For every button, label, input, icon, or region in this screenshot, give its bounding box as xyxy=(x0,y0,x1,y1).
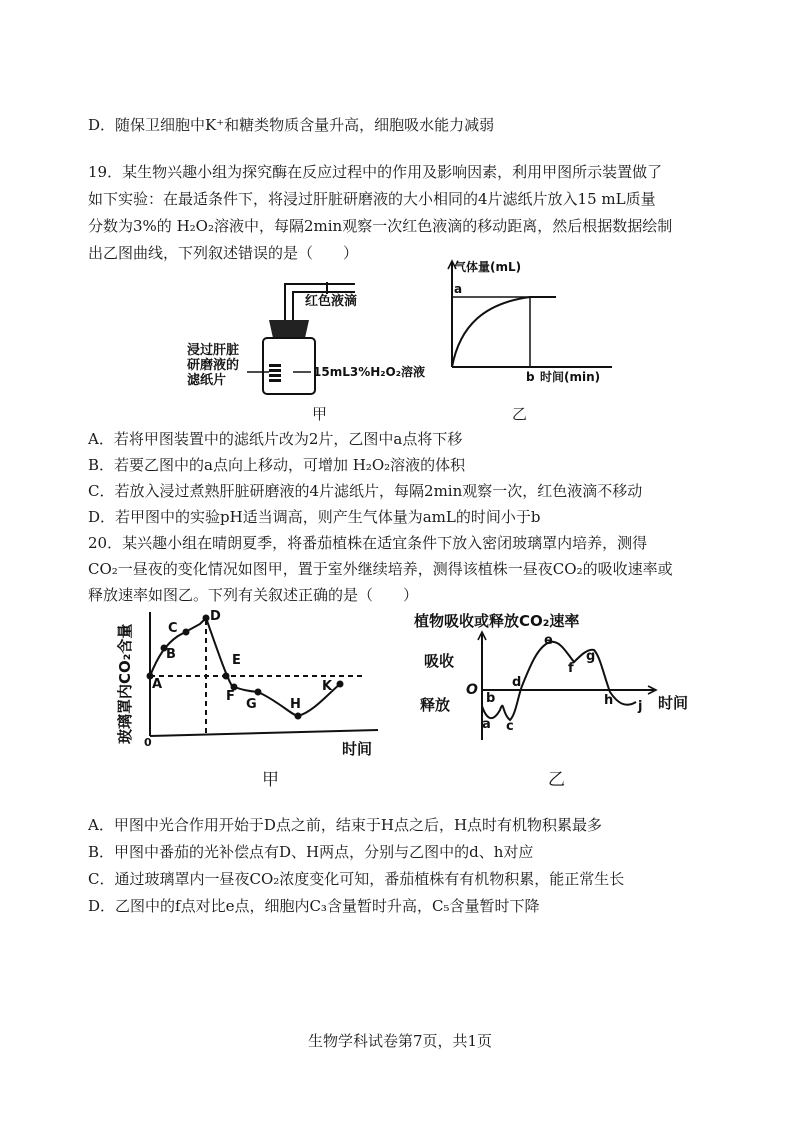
q20-yi-title: 植物吸收或释放CO₂速率 xyxy=(414,612,580,630)
q20-jia-x-label: 时间 xyxy=(342,740,373,758)
q19-option-a: A．若将甲图装置中的滤纸片改为2片，乙图中a点将下移 xyxy=(88,430,463,448)
point-G: G xyxy=(246,697,257,712)
q20-stem-line-1: 20．某兴趣小组在晴朗夏季，将番茄植株在适宜条件下放入密闭玻璃罩内培养，测得 xyxy=(88,534,648,552)
q20-yi-x-label: 时间 xyxy=(658,694,689,712)
q20-jia-origin: 0 xyxy=(144,736,152,749)
point-f: f xyxy=(568,661,574,676)
point-b-label: b xyxy=(526,370,535,384)
red-drop-label: 红色液滴 xyxy=(305,294,358,309)
q20-figure-yi xyxy=(410,606,700,756)
page-footer: 生物学科试卷第7页，共1页 xyxy=(307,1032,493,1050)
q20-option-b: B．甲图中番茄的光补偿点有D、H两点，分别与乙图中的d、h对应 xyxy=(88,843,534,861)
release-label: 释放 xyxy=(420,696,451,714)
absorb-label: 吸收 xyxy=(424,652,455,670)
q20-jia-y-label: 玻璃罩内CO₂含量 xyxy=(116,623,134,744)
solution-label: 15mL3%H₂O₂溶液 xyxy=(313,365,425,379)
q20-caption-jia: 甲 xyxy=(262,770,279,790)
q20-option-c: C．通过玻璃罩内一昼夜CO₂浓度变化可知，番茄植株有有机物积累，能正常生长 xyxy=(88,870,625,888)
q19-option-c: C．若放入浸过煮熟肝脏研磨液的4片滤纸片，每隔2min观察一次，红色液滴不移动 xyxy=(88,482,643,500)
q20-figure-jia xyxy=(108,606,398,766)
q19-figure-yi xyxy=(440,255,620,395)
co2-curve xyxy=(150,618,340,716)
paper-label-2: 研磨液的 xyxy=(187,358,240,373)
q19-caption-jia: 甲 xyxy=(312,405,328,423)
q20-stem-line-3: 释放速率如图乙。下列有关叙述正确的是（ ） xyxy=(88,586,419,604)
point-C: C xyxy=(168,621,178,636)
point-b: b xyxy=(486,691,496,706)
point-h: h xyxy=(604,693,614,708)
point-D: D xyxy=(210,609,221,624)
rubber-stopper xyxy=(269,320,309,338)
q20-option-a: A．甲图中光合作用开始于D点之前，结束于H点之后，H点时有机物积累最多 xyxy=(88,816,603,834)
point-H: H xyxy=(290,697,301,712)
paper-label-1: 浸过肝脏 xyxy=(187,343,240,358)
point-j: j xyxy=(638,699,643,714)
q20-caption-yi: 乙 xyxy=(548,770,565,790)
point-B: B xyxy=(166,647,176,662)
q19-stem-line-3: 分数为3%的 H₂O₂溶液中，每隔2min观察一次红色液滴的移动距离，然后根据数据绘制 xyxy=(88,217,673,235)
paper-label-3: 滤纸片 xyxy=(187,373,227,388)
point-e: e xyxy=(544,633,553,648)
point-c: c xyxy=(506,719,514,734)
point-a: a xyxy=(482,717,491,732)
point-K: K xyxy=(322,679,333,694)
q19-x-label: 时间(min) xyxy=(540,370,601,384)
gas-curve xyxy=(452,297,556,367)
q20-yi-origin: O xyxy=(466,682,478,698)
q19-figure-jia xyxy=(185,272,445,397)
point-g: g xyxy=(586,649,596,664)
q19-option-d: D．若甲图中的实验pH适当调高，则产生气体量为amL的时间小于b xyxy=(88,508,541,526)
q20-stem-line-2: CO₂一昼夜的变化情况如图甲，置于室外继续培养，测得该植株一昼夜CO₂的吸收速率或 xyxy=(88,560,673,578)
q20-option-d: D．乙图中的f点对比e点，细胞内C₃含量暂时升高，C₅含量暂时下降 xyxy=(88,897,540,915)
option-18d: D．随保卫细胞中K⁺和糖类物质含量升高，细胞吸水能力减弱 xyxy=(88,116,495,134)
q19-stem-line-1: 19．某生物兴趣小组为探究酶在反应过程中的作用及影响因素，利用甲图所示装置做了 xyxy=(88,163,663,181)
point-a-label: a xyxy=(454,282,463,296)
point-d: d xyxy=(512,675,522,690)
q19-option-b: B．若要乙图中的a点向上移动，可增加 H₂O₂溶液的体积 xyxy=(88,456,466,474)
q19-stem-line-4: 出乙图曲线，下列叙述错误的是（ ） xyxy=(88,244,359,262)
q19-caption-yi: 乙 xyxy=(512,405,528,423)
q19-y-label: 气体量(mL) xyxy=(454,260,522,274)
point-F: F xyxy=(226,689,235,704)
point-A: A xyxy=(152,677,163,692)
rate-curve xyxy=(482,642,636,720)
q19-stem-line-2: 如下实验：在最适条件下，将浸过肝脏研磨液的大小相同的4片滤纸片放入15 mL质量 xyxy=(88,190,656,208)
point-E: E xyxy=(232,653,241,668)
